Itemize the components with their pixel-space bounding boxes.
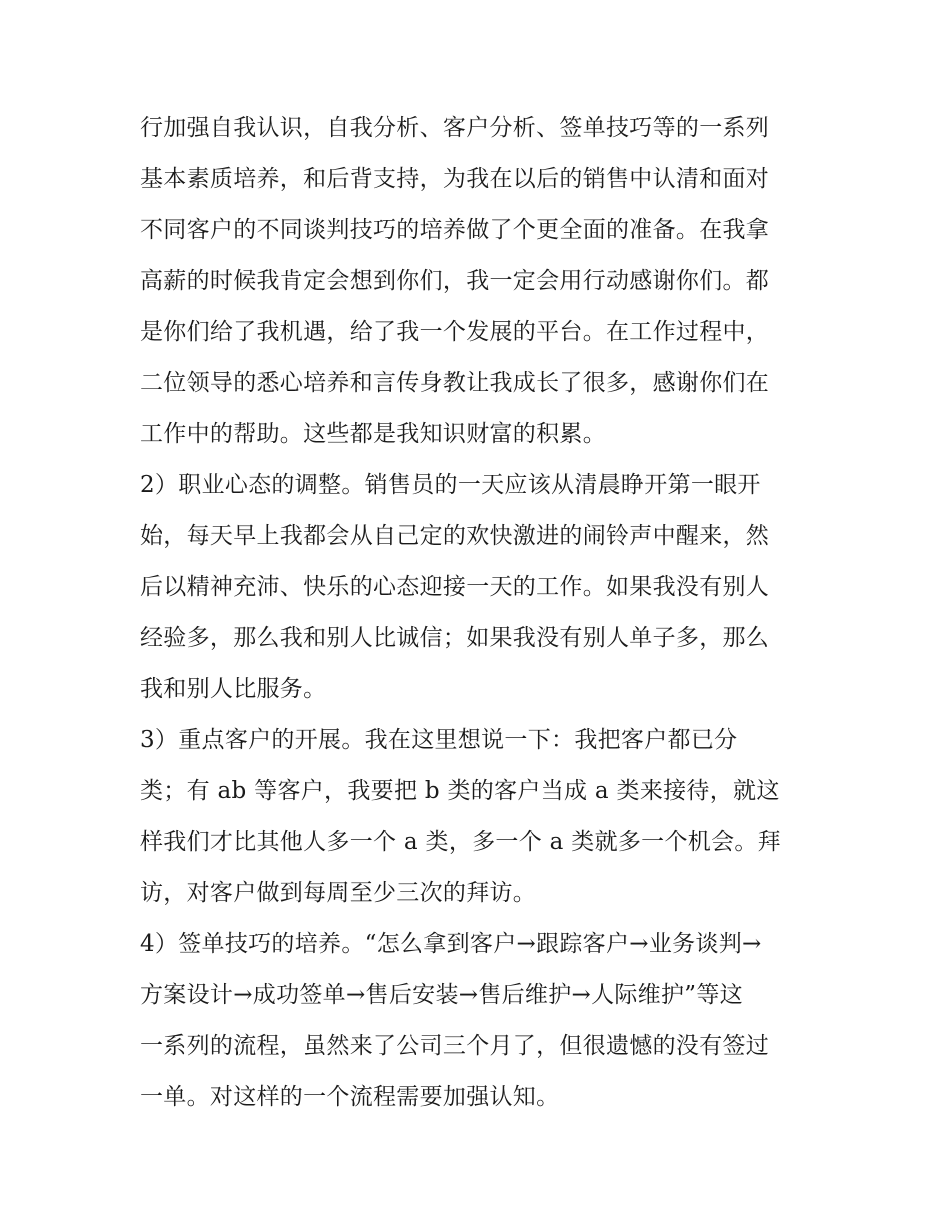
- text-line: 4）签单技巧的培养。“怎么拿到客户→跟踪客户→业务谈判→: [140, 931, 762, 957]
- text-line: 3）重点客户的开展。我在这里想说一下：我把客户都已分: [140, 727, 738, 753]
- text-line: 后以精神充沛、快乐的心态迎接一天的工作。如果我没有别人: [140, 574, 770, 600]
- text-line: 访，对客户做到每周至少三次的拜访。: [140, 880, 537, 906]
- text-line: 样我们才比其他人多一个 a 类，多一个 a 类就多一个机会。拜: [140, 829, 781, 855]
- text-line: 行加强自我认识，自我分析、客户分析、签单技巧等的一系列: [140, 115, 770, 141]
- text-line: 一单。对这样的一个流程需要加强认知。: [140, 1084, 560, 1110]
- text-line: 我和别人比服务。: [140, 676, 327, 702]
- text-line: 一系列的流程，虽然来了公司三个月了，但很遗憾的没有签过: [140, 1033, 770, 1059]
- text-line: 高薪的时候我肯定会想到你们，我一定会用行动感谢你们。都: [140, 268, 770, 294]
- text-line: 工作中的帮助。这些都是我知识财富的积累。: [140, 421, 606, 447]
- text-line: 始，每天早上我都会从自己定的欢快激进的闹铃声中醒来，然: [140, 523, 770, 549]
- text-line: 2）职业心态的调整。销售员的一天应该从清晨睁开第一眼开: [140, 472, 761, 498]
- text-line: 经验多，那么我和别人比诚信；如果我没有别人单子多，那么: [140, 625, 770, 651]
- text-line: 方案设计→成功签单→售后安装→售后维护→人际维护”等这: [140, 982, 743, 1008]
- text-line: 类；有 ab 等客户，我要把 b 类的客户当成 a 类来接待，就这: [140, 778, 780, 804]
- text-line: 不同客户的不同谈判技巧的培养做了个更全面的准备。在我拿: [140, 217, 770, 243]
- text-line: 二位领导的悉心培养和言传身教让我成长了很多，感谢你们在: [140, 370, 770, 396]
- text-line: 基本素质培养，和后背支持，为我在以后的销售中认清和面对: [140, 166, 770, 192]
- body-text: [140, 103, 820, 1123]
- text-line: 是你们给了我机遇，给了我一个发展的平台。在工作过程中，: [140, 319, 770, 345]
